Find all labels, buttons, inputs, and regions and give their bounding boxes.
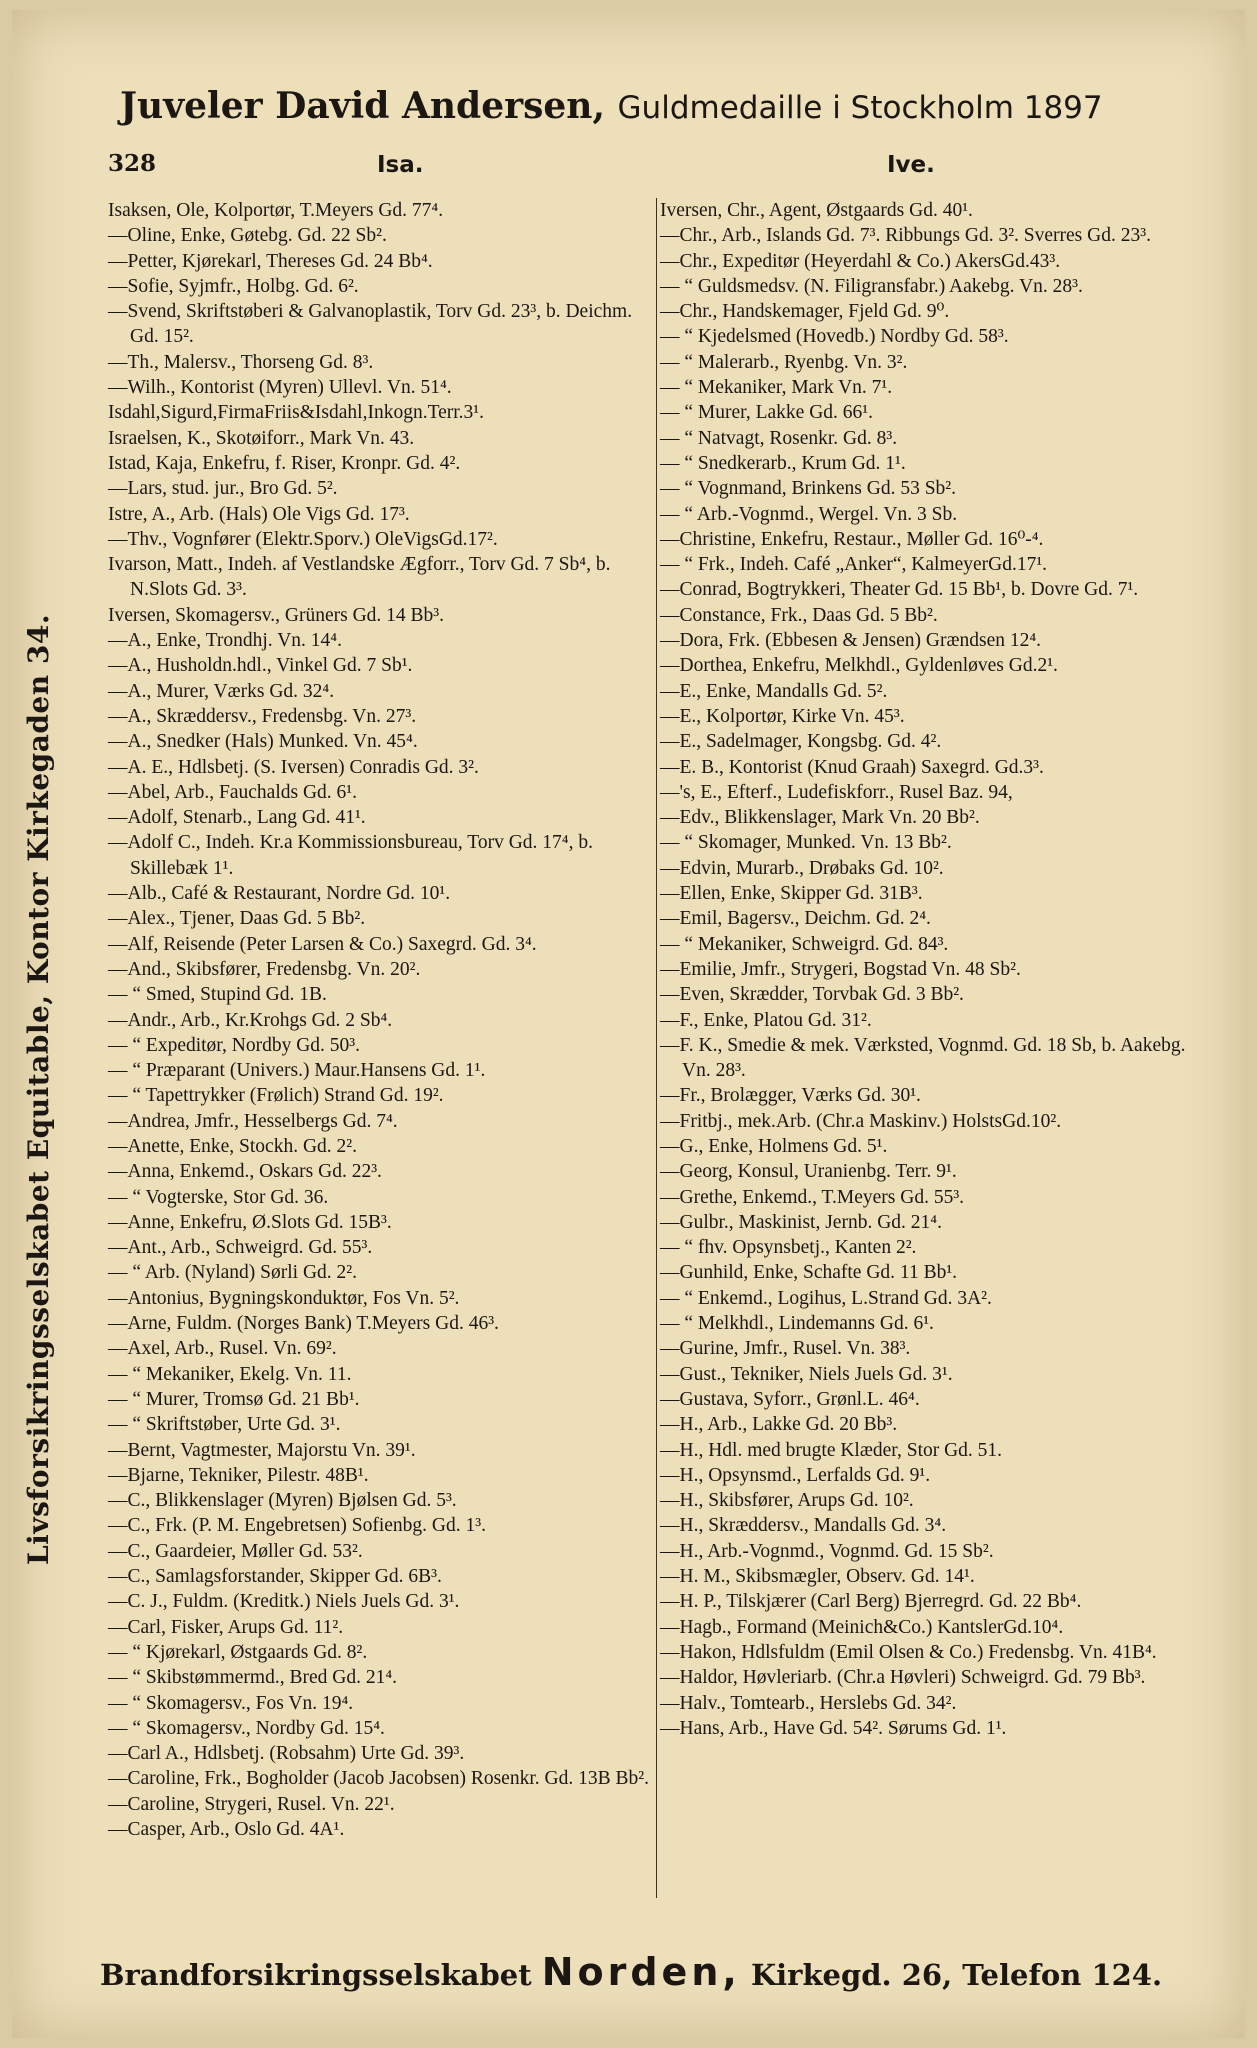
directory-entry: —A., Snedker (Hals) Munked. Vn. 45⁴.	[108, 731, 418, 753]
directory-entry: —Oline, Enke, Gøtebg. Gd. 22 Sb².	[108, 225, 387, 247]
directory-entry: —Petter, Kjørekarl, Thereses Gd. 24 Bb⁴.	[108, 250, 433, 272]
directory-entry: — “ Frk., Indeh. Café „Anker“, KalmeyerGd.17¹.	[660, 554, 1048, 576]
directory-entry: —Edvin, Murarb., Drøbaks Gd. 10².	[660, 857, 944, 879]
directory-entry: —Caroline, Strygeri, Rusel. Vn. 22¹.	[108, 1793, 395, 1815]
column-divider	[656, 198, 657, 1898]
directory-entry: —And., Skibsfører, Fredensbg. Vn. 20².	[108, 958, 421, 980]
directory-entry: Isdahl,Sigurd,FirmaFriis&Isdahl,Inkogn.Terr.3¹.	[108, 402, 485, 424]
directory-entry: —Hagb., Formand (Meinich&Co.) KantslerGd.10⁴.	[660, 1616, 1064, 1638]
directory-entry: —F., Enke, Platou Gd. 31².	[660, 1009, 872, 1031]
directory-entry: — “ Mekaniker, Schweigrd. Gd. 84³.	[660, 933, 949, 955]
directory-entry: — “ fhv. Opsynsbetj., Kanten 2².	[660, 1237, 917, 1259]
directory-entry: Istad, Kaja, Enkefru, f. Riser, Kronpr. Gd. 4².	[108, 452, 461, 474]
directory-entry: —Adolf C., Indeh. Kr.a Kommissionsbureau, Torv Gd. 17⁴, b. Skillebæk 1¹.	[108, 832, 593, 879]
directory-entry: — “ Murer, Tromsø Gd. 21 Bb¹.	[108, 1388, 360, 1410]
directory-entry: — “ Mekaniker, Mark Vn. 7¹.	[660, 377, 893, 399]
directory-entry: —E. B., Kontorist (Knud Graah) Saxegrd. Gd.3³.	[660, 756, 1044, 778]
directory-entry: —Lars, stud. jur., Bro Gd. 5².	[108, 478, 338, 500]
directory-entry: —C., Frk. (P. M. Engebretsen) Sofienbg. Gd. 1³.	[108, 1515, 486, 1537]
directory-entry: — “ Malerarb., Ryenbg. Vn. 3².	[660, 351, 908, 373]
directory-entry: —Anne, Enkefru, Ø.Slots Gd. 15B³.	[108, 1211, 392, 1233]
directory-entry: —Edv., Blikkenslager, Mark Vn. 20 Bb².	[660, 807, 980, 829]
directory-entry: —Andr., Arb., Kr.Krohgs Gd. 2 Sb⁴.	[108, 1009, 393, 1031]
directory-entry: — “ Smed, Stupind Gd. 1B.	[108, 984, 327, 1006]
directory-entry: —Carl A., Hdlsbetj. (Robsahm) Urte Gd. 39³.	[108, 1743, 465, 1765]
directory-entry: —Abel, Arb., Fauchalds Gd. 6¹.	[108, 781, 358, 803]
directory-entry: —Wilh., Kontorist (Myren) Ullevl. Vn. 51⁴.	[108, 377, 452, 399]
directory-entry: —Bjarne, Tekniker, Pilestr. 48B¹.	[108, 1464, 369, 1486]
directory-entry: Iversen, Skomagersv., Grüners Gd. 14 Bb³.	[108, 604, 445, 626]
right-column	[660, 198, 1205, 1741]
directory-entry: —Chr., Expeditør (Heyerdahl & Co.) AkersGd.43³.	[660, 250, 1061, 272]
directory-entry: —E., Sadelmager, Kongsbg. Gd. 4².	[660, 731, 942, 753]
directory-entry: —Antonius, Bygningskonduktør, Fos Vn. 5².	[108, 1287, 460, 1309]
directory-entry: —C., Gaardeier, Møller Gd. 53².	[108, 1540, 363, 1562]
directory-entry: — “ Kjedelsmed (Hovedb.) Nordby Gd. 58³.	[660, 326, 1009, 348]
directory-entry: —Dorthea, Enkefru, Melkhdl., Gyldenløves Gd.2¹.	[660, 655, 1058, 677]
directory-entry: — “ Mekaniker, Ekelg. Vn. 11.	[108, 1363, 352, 1385]
directory-entry: — “ Præparant (Univers.) Maur.Hansens Gd. 1¹.	[108, 1060, 486, 1082]
directory-entry: —Even, Skrædder, Torvbak Gd. 3 Bb².	[660, 984, 964, 1006]
directory-entry: —Arne, Fuldm. (Norges Bank) T.Meyers Gd. 46³.	[108, 1313, 499, 1335]
directory-entry: —H., Skibsfører, Arups Gd. 10².	[660, 1490, 914, 1512]
footer-prefix: Brandforsikringsselskabet	[100, 1958, 532, 1992]
directory-entry: —Alf, Reisende (Peter Larsen & Co.) Saxegrd. Gd. 3⁴.	[108, 933, 537, 955]
directory-entry: —G., Enke, Holmens Gd. 5¹.	[660, 1135, 888, 1157]
directory-entry: — “ Skomagersv., Fos Vn. 19⁴.	[108, 1692, 354, 1714]
directory-entry: Istre, A., Arb. (Hals) Ole Vigs Gd. 17³.	[108, 503, 410, 525]
directory-entry: — “ Vognmand, Brinkens Gd. 53 Sb².	[660, 478, 957, 500]
directory-entry: —C., Blikkenslager (Myren) Bjølsen Gd. 5³.	[108, 1490, 457, 1512]
directory-entry: —Adolf, Stenarb., Lang Gd. 41¹.	[108, 807, 366, 829]
footer-advertisement	[100, 1950, 1200, 1994]
directory-entry: — “ Skibstømmermd., Bred Gd. 21⁴.	[108, 1667, 397, 1689]
directory-entry: —Dora, Frk. (Ebbesen & Jensen) Grændsen 12⁴.	[660, 630, 1042, 652]
directory-entry: —E., Enke, Mandalls Gd. 5².	[660, 680, 888, 702]
directory-entry: — “ Enkemd., Logihus, L.Strand Gd. 3A².	[660, 1287, 992, 1309]
directory-entry: —Chr., Arb., Islands Gd. 7³. Ribbungs Gd. 3². Sverres Gd. 23³.	[660, 225, 1151, 247]
directory-entry: — “ Arb.-Vognmd., Wergel. Vn. 3 Sb.	[660, 503, 958, 525]
directory-entry: —H. P., Tilskjærer (Carl Berg) Bjerregrd. Gd. 22 Bb⁴.	[660, 1591, 1082, 1613]
directory-entry: —Fr., Brolægger, Værks Gd. 30¹.	[660, 1085, 921, 1107]
directory-entry: —Sofie, Syjmfr., Holbg. Gd. 6².	[108, 275, 359, 297]
directory-entry: — “ Expeditør, Nordby Gd. 50³.	[108, 1034, 361, 1056]
page-number: 328	[108, 150, 157, 177]
directory-entry: —Hakon, Hdlsfuldm (Emil Olsen & Co.) Fredensbg. Vn. 41B⁴.	[660, 1641, 1157, 1663]
directory-entry: —Ellen, Enke, Skipper Gd. 31B³.	[660, 883, 923, 905]
directory-entry: —Casper, Arb., Oslo Gd. 4A¹.	[108, 1819, 345, 1840]
directory-entry: —Haldor, Høvleriarb. (Chr.a Høvleri) Schweigrd. Gd. 79 Bb³.	[660, 1667, 1146, 1689]
directory-entry: —Conrad, Bogtrykkeri, Theater Gd. 15 Bb¹, b. Dovre Gd. 7¹.	[660, 579, 1139, 601]
directory-entry: —Carl, Fisker, Arups Gd. 11².	[108, 1616, 344, 1638]
directory-entry: —Anette, Enke, Stockh. Gd. 2².	[108, 1135, 358, 1157]
directory-entry: —Emilie, Jmfr., Strygeri, Bogstad Vn. 48 Sb².	[660, 958, 1021, 980]
directory-entry: —C., Samlagsforstander, Skipper Gd. 6B³.	[108, 1566, 442, 1588]
directory-entry: —E., Kolportør, Kirke Vn. 45³.	[660, 705, 905, 727]
directory-entry: —Svend, Skriftstøberi & Galvanoplastik, Torv Gd. 23³, b. Deichm. Gd. 15².	[108, 301, 633, 348]
directory-entry: —Andrea, Jmfr., Hesselbergs Gd. 7⁴.	[108, 1110, 398, 1132]
directory-entry: — “ Skomagersv., Nordby Gd. 15⁴.	[108, 1717, 385, 1739]
directory-entry: —Gustava, Syforr., Grønl.L. 46⁴.	[660, 1388, 920, 1410]
directory-entry: Iversen, Chr., Agent, Østgaards Gd. 40¹.	[660, 200, 973, 221]
directory-entry: —Axel, Arb., Rusel. Vn. 69².	[108, 1338, 337, 1360]
directory-entry: —A. E., Hdlsbetj. (S. Iversen) Conradis Gd. 3².	[108, 756, 479, 778]
right-column-heading: Ive.	[887, 152, 935, 178]
directory-entry: — “ Snedkerarb., Krum Gd. 1¹.	[660, 452, 906, 474]
directory-entry: —Alex., Tjener, Daas Gd. 5 Bb².	[108, 908, 366, 930]
directory-entry: —A., Murer, Værks Gd. 32⁴.	[108, 680, 335, 702]
directory-entry: — “ Tapettrykker (Frølich) Strand Gd. 19².	[108, 1085, 444, 1107]
directory-entry: —Caroline, Frk., Bogholder (Jacob Jacobsen) Rosenkr. Gd. 13B Bb².	[108, 1768, 649, 1790]
directory-entry: —F. K., Smedie & mek. Værksted, Vognmd. Gd. 18 Sb, b. Aakebg. Vn. 28³.	[660, 1034, 1186, 1082]
left-column-heading: Isa.	[377, 152, 424, 178]
footer-suffix: Kirkegd. 26, Telefon 124.	[750, 1958, 1163, 1992]
directory-entry: —Th., Malersv., Thorseng Gd. 8³.	[108, 351, 374, 373]
side-advertisement: Livsforsikringsselskabet Equitable, Kontor Kirkegaden 34.	[22, 613, 55, 1565]
directory-entry: —Gulbr., Maskinist, Jernb. Gd. 21⁴.	[660, 1211, 942, 1233]
directory-entry: — “ Guldsmedsv. (N. Filigransfabr.) Aakebg. Vn. 28³.	[660, 275, 1083, 297]
directory-entry: — “ Vogterske, Stor Gd. 36.	[108, 1186, 329, 1208]
directory-entry: — “ Skomager, Munked. Vn. 13 Bb².	[660, 832, 952, 854]
directory-entry: —H., Arb., Lakke Gd. 20 Bb³.	[660, 1414, 898, 1436]
directory-entry: —A., Husholdn.hdl., Vinkel Gd. 7 Sb¹.	[108, 655, 413, 677]
header-ad-main: Juveler David Andersen,	[120, 85, 605, 127]
directory-entry: —Gurine, Jmfr., Rusel. Vn. 38³.	[660, 1338, 911, 1360]
directory-entry: —A., Skræddersv., Fredensbg. Vn. 27³.	[108, 705, 417, 727]
directory-entry: Ivarson, Matt., Indeh. af Vestlandske Ægforr., Torv Gd. 7 Sb⁴, b. N.Slots Gd. 3³.	[108, 554, 611, 601]
directory-entry: —Thv., Vognfører (Elektr.Sporv.) OleVigsGd.17².	[108, 528, 498, 550]
header-ad-sub: Guldmedaille i Stockholm 1897	[617, 90, 1103, 126]
directory-entry: —Alb., Café & Restaurant, Nordre Gd. 10¹.	[108, 883, 451, 905]
directory-entry: —A., Enke, Trondhj. Vn. 14⁴.	[108, 630, 342, 652]
directory-entry: —Ant., Arb., Schweigrd. Gd. 55³.	[108, 1237, 373, 1259]
directory-entry: Israelsen, K., Skotøiforr., Mark Vn. 43.	[108, 427, 415, 449]
header-advertisement	[120, 85, 1120, 135]
directory-entry: —H., Opsynsmd., Lerfalds Gd. 9¹.	[660, 1464, 931, 1486]
directory-entry: — “ Skriftstøber, Urte Gd. 3¹.	[108, 1414, 341, 1436]
directory-entry: —H., Skræddersv., Mandalls Gd. 3⁴.	[660, 1515, 947, 1537]
directory-entry: —H., Hdl. med brugte Klæder, Stor Gd. 51.	[660, 1439, 1003, 1461]
directory-entry: — “ Kjørekarl, Østgaards Gd. 8².	[108, 1641, 368, 1663]
left-column	[108, 198, 656, 1842]
footer-company-name: Norden,	[541, 1950, 741, 1994]
directory-entry: —Gust., Tekniker, Niels Juels Gd. 3¹.	[660, 1363, 953, 1385]
directory-entry: —'s, E., Efterf., Ludefiskforr., Rusel Baz. 94,	[660, 781, 1013, 803]
directory-entry: — “ Melkhdl., Lindemanns Gd. 6¹.	[660, 1313, 934, 1335]
directory-entry: —Gunhild, Enke, Schafte Gd. 11 Bb¹.	[660, 1262, 958, 1284]
directory-entry: — “ Murer, Lakke Gd. 66¹.	[660, 402, 874, 424]
directory-entry: —H., Arb.-Vognmd., Vognmd. Gd. 15 Sb².	[660, 1540, 994, 1562]
directory-entry: —Hans, Arb., Have Gd. 54². Sørums Gd. 1¹.	[660, 1717, 1007, 1739]
directory-entry: — “ Natvagt, Rosenkr. Gd. 8³.	[660, 427, 898, 449]
directory-entry: —Christine, Enkefru, Restaur., Møller Gd. 16⁰-⁴.	[660, 528, 1044, 550]
directory-entry: Isaksen, Ole, Kolportør, T.Meyers Gd. 77⁴.	[108, 200, 444, 221]
directory-entry: —Chr., Handskemager, Fjeld Gd. 9⁰.	[660, 301, 950, 323]
directory-entry: —Emil, Bagersv., Deichm. Gd. 2⁴.	[660, 908, 931, 930]
directory-entry: —Constance, Frk., Daas Gd. 5 Bb².	[660, 604, 938, 626]
directory-entry: —C. J., Fuldm. (Kreditk.) Niels Juels Gd. 3¹.	[108, 1591, 460, 1613]
directory-entry: —Anna, Enkemd., Oskars Gd. 22³.	[108, 1161, 382, 1183]
directory-entry: —H. M., Skibsmægler, Observ. Gd. 14¹.	[660, 1566, 975, 1588]
directory-entry: —Georg, Konsul, Uranienbg. Terr. 9¹.	[660, 1161, 957, 1183]
directory-entry: — “ Arb. (Nyland) Sørli Gd. 2².	[108, 1262, 358, 1284]
directory-entry: —Fritbj., mek.Arb. (Chr.a Maskinv.) HolstsGd.10².	[660, 1110, 1062, 1132]
directory-entry: —Halv., Tomtearb., Herslebs Gd. 34².	[660, 1692, 957, 1714]
directory-entry: —Bernt, Vagtmester, Majorstu Vn. 39¹.	[108, 1439, 416, 1461]
directory-entry: —Grethe, Enkemd., T.Meyers Gd. 55³.	[660, 1186, 965, 1208]
